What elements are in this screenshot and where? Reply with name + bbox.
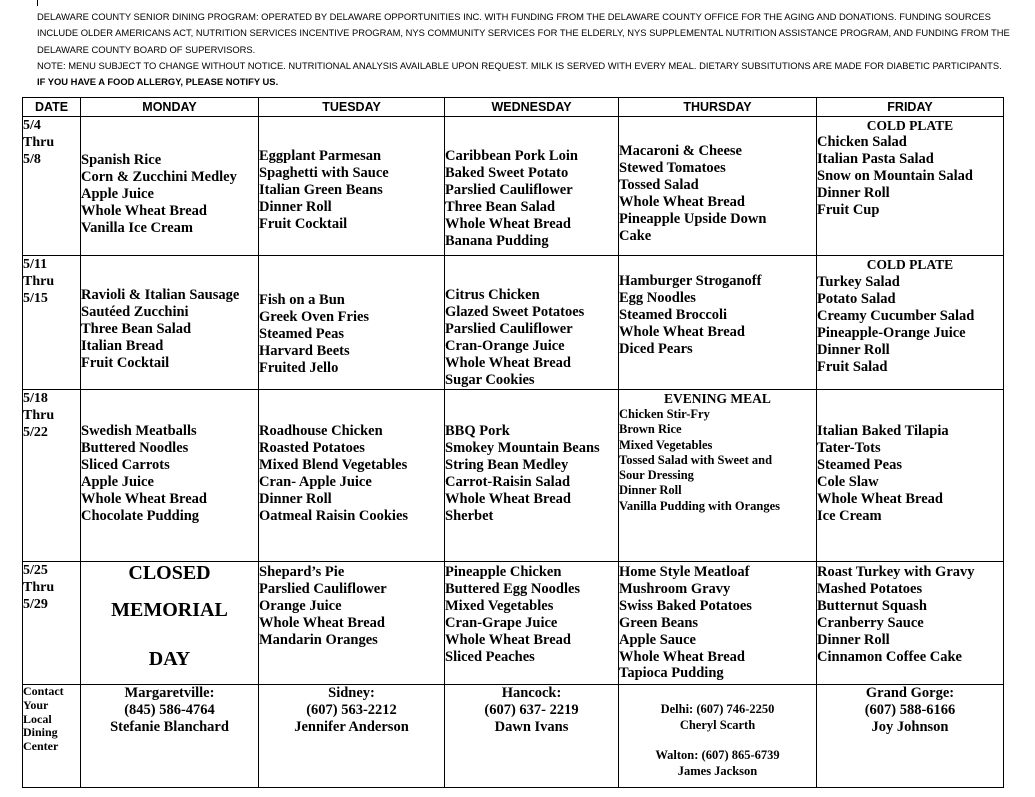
- menu-item: Whole Wheat Bread: [81, 490, 207, 507]
- meal-items: [81, 390, 258, 524]
- meal-items: [259, 256, 444, 377]
- date-line: 5/29: [23, 597, 48, 612]
- date-line: 5/15: [23, 291, 48, 306]
- meal-caption: COLD PLATE: [866, 118, 954, 133]
- meal-items: [817, 134, 1003, 219]
- contact-margaretville: [81, 685, 259, 788]
- week-row: [23, 562, 1004, 685]
- menu-item: Whole Wheat Bread: [445, 215, 571, 232]
- menu-item: Home Style Meatloaf: [619, 564, 750, 580]
- center-phone: (607) 563-2212: [306, 702, 397, 718]
- menu-item: String Bean Medley: [445, 456, 569, 473]
- menu-item: Whole Wheat Bread: [445, 631, 571, 648]
- contact-label: [23, 685, 81, 788]
- menu-item: Butternut Squash: [817, 597, 927, 614]
- date-line: Thru: [23, 580, 55, 595]
- menu-item: BBQ Pork: [445, 423, 510, 439]
- menu-item: Pineapple Upside Down: [619, 210, 767, 227]
- center-contact-person: Dawn Ivans: [494, 719, 569, 735]
- col-monday: MONDAY: [81, 98, 259, 117]
- col-date: DATE: [23, 98, 81, 117]
- menu-item: Creamy Cucumber Salad: [817, 307, 975, 324]
- date-line: 5/18: [23, 391, 48, 406]
- menu-item: Roasted Potatoes: [259, 439, 365, 456]
- menu-cell-tuesday: [259, 562, 445, 685]
- menu-item: Buttered Egg Noodles: [445, 580, 581, 597]
- menu-item: Swiss Baked Potatoes: [619, 597, 752, 614]
- menu-item: Cran- Apple Juice: [259, 473, 372, 490]
- menu-item: Macaroni & Cheese: [619, 143, 742, 159]
- menu-item: Tossed Salad with Sweet and: [619, 452, 773, 467]
- menu-item: Steamed Broccoli: [619, 306, 728, 323]
- menu-item: Cran-Grape Juice: [445, 614, 558, 631]
- header-row: [23, 98, 1004, 117]
- menu-item: Eggplant Parmesan: [259, 148, 382, 164]
- menu-item: Parslied Cauliflower: [259, 580, 387, 597]
- funding-statement: DELAWARE COUNTY SENIOR DINING PROGRAM: OPERATED BY DELAWARE OPPORTUNITIES INC. WITH FUNDING FROM THE DELAWARE COUNTY OFFICE FOR THE AGING AND DONATIONS. FUNDING SOURCES INCLUDE OLDER AMERICANS ACT, NUTRITION SERVICES INCENTIVE PROGRAM, NYS COMMUNITY SERVICES FOR THE ELDERLY, NYS SUPPLEMENTAL NUTRITION ASSISTANCE PROGRAM, AND FUNDING FROM THE DELAWARE COUNTY BOARD OF SUPERVISORS.: [37, 11, 1010, 55]
- date-line: 5/22: [23, 425, 48, 440]
- menu-cell-tuesday: [259, 256, 445, 390]
- meal-items: [445, 562, 618, 665]
- menu-cell-friday: [817, 256, 1004, 390]
- closed-notice: [81, 562, 259, 685]
- menu-item: Pineapple-Orange Juice: [817, 324, 966, 341]
- menu-cell-thursday: [619, 390, 817, 562]
- center-phone: (845) 586-4764: [124, 702, 215, 718]
- menu-item: Mashed Potatoes: [817, 580, 923, 597]
- menu-item: Tapioca Pudding: [619, 665, 724, 682]
- menu-item: Dinner Roll: [817, 184, 890, 201]
- menu-item: Glazed Sweet Potatoes: [445, 303, 585, 320]
- menu-item: Sour Dressing: [619, 468, 694, 483]
- menu-item: Smokey Mountain Beans: [445, 439, 600, 456]
- menu-item: Mixed Blend Vegetables: [259, 456, 408, 473]
- menu-item: Dinner Roll: [817, 631, 890, 648]
- menu-item: Three Bean Salad: [445, 198, 556, 215]
- center-name: Margaretville:: [124, 685, 215, 701]
- meal-items: [445, 390, 618, 524]
- menu-item: Turkey Salad: [817, 274, 900, 290]
- menu-cell-tuesday: [259, 390, 445, 562]
- contact-row: [23, 685, 1004, 788]
- week-date-range: [23, 562, 81, 685]
- center-walton-phone: Walton: (607) 865-6739: [655, 748, 780, 762]
- menu-item: Tater-Tots: [817, 439, 881, 456]
- menu-cell-wednesday: [445, 390, 619, 562]
- meal-items: [259, 562, 444, 649]
- menu-item: Ravioli & Italian Sausage: [81, 287, 240, 303]
- menu-item: Hamburger Stroganoff: [619, 273, 762, 289]
- meal-items: [619, 562, 816, 682]
- menu-item: Egg Noodles: [619, 289, 696, 306]
- allergy-warning: IF YOU HAVE A FOOD ALLERGY, PLEASE NOTIFY US.: [37, 76, 279, 88]
- center-contact-person: Jennifer Anderson: [294, 719, 409, 735]
- menu-item: Steamed Peas: [259, 325, 344, 342]
- menu-item: Corn & Zucchini Medley: [81, 168, 237, 185]
- menu-item: Fruit Cocktail: [259, 215, 348, 232]
- menu-item: Roast Turkey with Gravy: [817, 564, 975, 580]
- menu-note: [37, 58, 1012, 91]
- menu-item: Sherbet: [445, 507, 494, 524]
- menu-item: Apple Sauce: [619, 631, 696, 648]
- menu-item: Fruit Salad: [817, 358, 888, 375]
- menu-item: Cole Slaw: [817, 473, 879, 490]
- menu-item: Pineapple Chicken: [445, 564, 562, 580]
- menu-item: Italian Green Beans: [259, 181, 383, 198]
- meal-items: [445, 256, 618, 388]
- text-cursor: [37, 0, 38, 6]
- meal-items: [445, 117, 618, 249]
- menu-item: Vanilla Pudding with Oranges: [619, 498, 781, 513]
- menu-item: Banana Pudding: [445, 232, 549, 249]
- menu-cell-friday: [817, 117, 1004, 256]
- meal-caption: COLD PLATE: [866, 257, 954, 272]
- center-name: Sidney:: [328, 685, 375, 701]
- center-phone: (607) 588-6166: [864, 702, 956, 718]
- menu-item: Baked Sweet Potato: [445, 164, 569, 181]
- menu-item: Green Beans: [619, 614, 699, 631]
- meal-items: [259, 117, 444, 233]
- center-phone: (607) 637- 2219: [484, 702, 579, 718]
- meal-items: [817, 273, 1003, 375]
- week-row: [23, 117, 1004, 256]
- contact-label-line: Center: [23, 739, 59, 754]
- menu-cell-friday: [817, 390, 1004, 562]
- menu-item: Sautéed Zucchini: [81, 303, 189, 320]
- contact-sidney: [259, 685, 445, 788]
- menu-item: Three Bean Salad: [81, 320, 192, 337]
- menu-cell-friday: [817, 562, 1004, 685]
- menu-item: Whole Wheat Bread: [817, 490, 943, 507]
- contact-delhi-walton: [619, 685, 817, 788]
- spacer: [619, 733, 816, 747]
- menu-item: Italian Bread: [81, 337, 164, 354]
- menu-item: Diced Pears: [619, 340, 693, 357]
- week-row: [23, 390, 1004, 562]
- menu-item: Snow on Mountain Salad: [817, 167, 973, 184]
- menu-item: Dinner Roll: [619, 483, 682, 498]
- menu-item: Roadhouse Chicken: [259, 423, 383, 439]
- date-line: 5/25: [23, 563, 48, 578]
- menu-item: Shepard’s Pie: [259, 564, 345, 580]
- menu-item: Tossed Salad: [619, 176, 699, 193]
- menu-cell-monday: [81, 256, 259, 390]
- week-date-range: [23, 390, 81, 562]
- menu-item: Fruit Cup: [817, 201, 880, 218]
- menu-item: Spanish Rice: [81, 152, 162, 168]
- menu-item: Apple Juice: [81, 185, 154, 202]
- center-contact-person: Joy Johnson: [871, 719, 949, 735]
- menu-item: Brown Rice: [619, 422, 682, 437]
- menu-item: Whole Wheat Bread: [619, 193, 745, 210]
- menu-item: Sugar Cookies: [445, 371, 535, 388]
- menu-item: Dinner Roll: [817, 341, 890, 358]
- program-header: [37, 9, 1012, 90]
- menu-item: Buttered Noodles: [81, 439, 189, 456]
- menu-item: Sliced Carrots: [81, 456, 170, 473]
- center-contact-person: James Jackson: [677, 764, 758, 778]
- closed-text: DAY: [148, 648, 191, 670]
- menu-item: Sliced Peaches: [445, 648, 535, 665]
- menu-item: Swedish Meatballs: [81, 423, 197, 439]
- center-contact-person: Cheryl Scarth: [679, 718, 756, 732]
- menu-item: Whole Wheat Bread: [619, 323, 745, 340]
- menu-item: Steamed Peas: [817, 456, 902, 473]
- meal-items: [619, 407, 816, 514]
- meal-items: [817, 390, 1003, 524]
- menu-item: Italian Baked Tilapia: [817, 423, 949, 439]
- menu-item: Mixed Vegetables: [619, 437, 713, 452]
- menu-cell-thursday: [619, 256, 817, 390]
- menu-item: Dinner Roll: [259, 490, 332, 507]
- menu-item: Harvard Beets: [259, 342, 350, 359]
- menu-cell-monday: [81, 390, 259, 562]
- week-row: [23, 256, 1004, 390]
- menu-item: Vanilla Ice Cream: [81, 219, 193, 236]
- menu-item: Chicken Stir-Fry: [619, 407, 710, 421]
- center-name: Grand Gorge:: [865, 685, 955, 701]
- menu-cell-wednesday: [445, 562, 619, 685]
- menu-cell-monday: [81, 117, 259, 256]
- menu-item: Fruit Cocktail: [81, 354, 170, 371]
- contact-label-line: Dining: [23, 725, 58, 740]
- menu-item: Citrus Chicken: [445, 287, 540, 303]
- closed-text: CLOSED: [128, 562, 211, 584]
- menu-item: Orange Juice: [259, 597, 342, 614]
- date-line: Thru: [23, 274, 55, 289]
- menu-table: [22, 97, 1004, 788]
- menu-cell-thursday: [619, 562, 817, 685]
- menu-item: Dinner Roll: [259, 198, 332, 215]
- menu-item: Cran-Orange Juice: [445, 337, 565, 354]
- menu-cell-wednesday: [445, 256, 619, 390]
- col-tuesday: TUESDAY: [259, 98, 445, 117]
- col-wednesday: WEDNESDAY: [445, 98, 619, 117]
- menu-item: Greek Oven Fries: [259, 308, 370, 325]
- menu-item: Apple Juice: [81, 473, 154, 490]
- menu-cell-tuesday: [259, 117, 445, 256]
- menu-item: Spaghetti with Sauce: [259, 164, 389, 181]
- meal-items: [259, 390, 444, 524]
- contact-label-line: Your: [23, 697, 49, 712]
- menu-item: Carrot-Raisin Salad: [445, 473, 571, 490]
- week-date-range: [23, 256, 81, 390]
- menu-item: Cranberry Sauce: [817, 614, 924, 631]
- date-line: Thru: [23, 135, 55, 150]
- date-line: 5/8: [23, 152, 41, 167]
- closed-text: MEMORIAL: [111, 599, 228, 621]
- meal-items: [619, 256, 816, 358]
- menu-item: Chicken Salad: [817, 134, 907, 150]
- menu-item: Whole Wheat Bread: [81, 202, 207, 219]
- contact-label-line: Local: [23, 711, 52, 726]
- menu-item: Fish on a Bun: [259, 292, 345, 308]
- week-date-range: [23, 117, 81, 256]
- menu-item: Whole Wheat Bread: [445, 490, 571, 507]
- date-line: Thru: [23, 408, 55, 423]
- menu-item: Ice Cream: [817, 507, 882, 524]
- note-text: NOTE: MENU SUBJECT TO CHANGE WITHOUT NOTICE. NUTRITIONAL ANALYSIS AVAILABLE UPON REQUEST. MILK IS SERVED WITH EVERY MEAL. DIETARY SUBSITUTIONS ARE MADE FOR DIABETIC PARTICIPANTS.: [37, 59, 1002, 71]
- menu-item: Cake: [619, 227, 652, 244]
- menu-item: Whole Wheat Bread: [619, 648, 745, 665]
- menu-item: Oatmeal Raisin Cookies: [259, 507, 409, 524]
- contact-grand-gorge: [817, 685, 1004, 788]
- meal-items: [817, 562, 1003, 665]
- meal-caption: EVENING MEAL: [664, 391, 771, 406]
- menu-item: Caribbean Pork Loin: [445, 148, 578, 164]
- menu-item: Parslied Cauliflower: [445, 181, 573, 198]
- menu-cell-thursday: [619, 117, 817, 256]
- menu-item: Whole Wheat Bread: [259, 614, 385, 631]
- center-contact-person: Stefanie Blanchard: [110, 719, 229, 735]
- menu-item: Cinnamon Coffee Cake: [817, 648, 962, 665]
- center-name: Hancock:: [501, 685, 562, 701]
- col-friday: FRIDAY: [817, 98, 1004, 117]
- menu-item: Potato Salad: [817, 290, 896, 307]
- menu-item: Fruited Jello: [259, 359, 339, 376]
- meal-items: [81, 117, 258, 237]
- menu-cell-wednesday: [445, 117, 619, 256]
- menu-item: Parslied Cauliflower: [445, 320, 573, 337]
- date-line: 5/11: [23, 257, 48, 272]
- menu-item: Mandarin Oranges: [259, 631, 378, 648]
- contact-hancock: [445, 685, 619, 788]
- menu-item: Italian Pasta Salad: [817, 150, 934, 167]
- menu-item: Stewed Tomatoes: [619, 159, 726, 176]
- contact-label-line: Contact: [23, 684, 64, 698]
- menu-item: Mixed Vegetables: [445, 597, 554, 614]
- meal-items: [81, 256, 258, 372]
- center-delhi-phone: Delhi: (607) 746-2250: [660, 702, 775, 716]
- date-line: 5/4: [23, 118, 41, 133]
- col-thursday: THURSDAY: [619, 98, 817, 117]
- meal-items: [619, 117, 816, 244]
- menu-item: Whole Wheat Bread: [445, 354, 571, 371]
- menu-item: Mushroom Gravy: [619, 580, 731, 597]
- menu-item: Chocolate Pudding: [81, 507, 200, 524]
- weeks-body: [23, 117, 1004, 685]
